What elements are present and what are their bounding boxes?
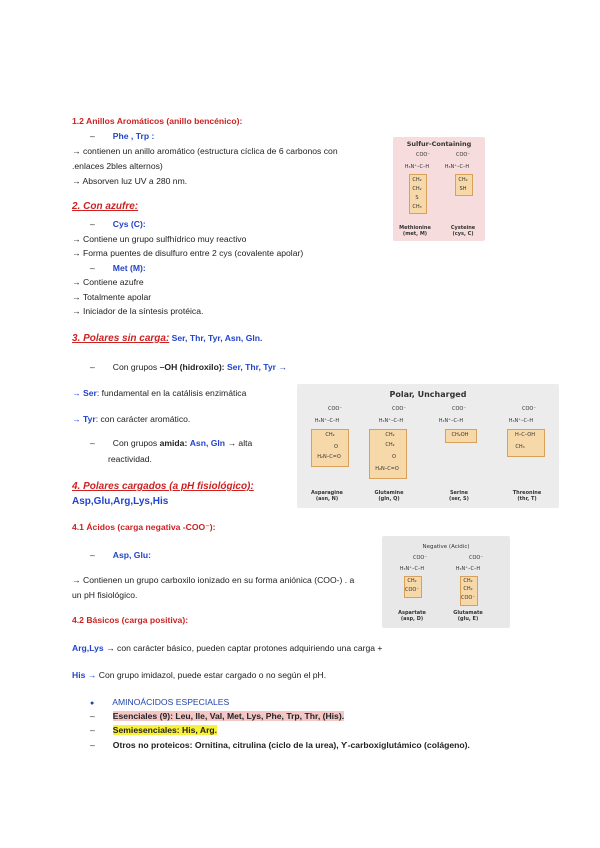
special-title: AMINOÁCIDOS ESPECIALES (112, 697, 230, 707)
asn-backbone: H₃N⁺–C–H (314, 418, 340, 424)
asp-backbone: H₃N⁺–C–H (399, 566, 425, 572)
arg-lys-line (72, 643, 382, 653)
aromatic-line-1: → contienen un anillo aromático (estructura cíclica de 6 carbonos con (72, 146, 338, 156)
semiesenciales-text: Semiesenciales: His, Arg. (112, 725, 218, 735)
glu-ch2-b: CH₂ (463, 586, 473, 592)
acid-line-2: un pH fisiológico. (72, 590, 138, 600)
met-ch2-b: CH₂ (412, 186, 422, 192)
asp-abbr: (asp, D) (400, 616, 424, 622)
section-3-title (72, 333, 262, 344)
list-item-semiesenciales: – Semiesenciales: His, Arg. (90, 725, 218, 735)
cys-line-2: → Forma puentes de disulfuro entre 2 cys (covalente apolar) (72, 248, 304, 258)
met-backbone: H₃N⁺–C–H (404, 164, 430, 170)
list-item-otros: – Otros no proteicos: Ornitina, citrulina (ciclo de la urea), Ƴ-carboxiglutámico (colágeno). (90, 740, 470, 750)
hidroxilo-pre: Con grupos (112, 362, 160, 372)
asn-ch2: CH₂ (325, 432, 335, 438)
asp-glu-label: Asp, Glu: (112, 550, 151, 560)
aromatic-line-3: → Absorven luz UV a 280 nm. (72, 176, 188, 186)
gln-coo: COO⁻ (391, 406, 406, 412)
hidroxilo-bold: –OH (hidroxilo): (159, 362, 225, 372)
section-4-aa: Asp,Glu,Arg,Lys,His (72, 496, 169, 507)
thr-hcoh: H–C–OH (515, 432, 535, 438)
otros-text: Otros no proteicos: Ornitina, citrulina (ciclo de la urea), Ƴ-carboxiglutámico (colágeno). (112, 740, 470, 750)
met-line-3: → Iniciador de la síntesis protéica. (72, 306, 204, 316)
glu-coo: COO⁻ (468, 555, 483, 561)
acidic-figure (382, 536, 510, 628)
met-ch3: CH₃ (412, 204, 422, 210)
cys-ch2: CH₂ (458, 177, 468, 183)
ser-label: → Ser (72, 388, 97, 398)
gln-abbr: (gln, Q) (378, 496, 400, 502)
met-name: Methionine (399, 225, 431, 231)
gln-name: Glutamine (374, 490, 404, 496)
thr-ch3: CH₃ (515, 444, 525, 450)
polar-uncharged-figure (297, 384, 559, 508)
phe-trp-label: Phe , Trp : (112, 131, 155, 141)
hidroxilo-aa: Ser, Thr, Tyr → (226, 362, 287, 372)
his-text: Con grupo imidazol, puede estar cargado o no según el pH. (98, 670, 327, 680)
section-3-aa: Ser, Thr, Tyr, Asn, Gln. (171, 333, 263, 343)
asn-amide: H₂N–C=O (317, 454, 341, 460)
ser-caption (433, 490, 485, 502)
glu-abbr: (glu, E) (457, 616, 479, 622)
ser-ch2oh: CH₂OH (451, 432, 469, 438)
glu-name: Glutamate (453, 610, 483, 616)
list-item-phe-trp: – Phe , Trp : (90, 131, 155, 141)
tyr-line (72, 414, 190, 424)
cys-line-1: → Contiene un grupo sulfhídrico muy reactivo (72, 234, 247, 244)
amida-line-2: reactividad. (108, 454, 152, 464)
ser-line (72, 388, 246, 398)
esenciales-text: Esenciales (9): Leu, Ile, Val, Met, Lys, Phe, Trp, Thr, (His). (112, 711, 345, 721)
ser-abbr: (ser, S) (449, 496, 469, 502)
met-line-1: → Contiene azufre (72, 277, 144, 287)
asp-name: Aspartate (398, 610, 426, 616)
section-4-title: 4. Polares cargados (a pH fisiológico): (72, 481, 254, 492)
glu-coo-side: COO⁻ (460, 595, 475, 601)
list-item-asp-glu: – Asp, Glu: (90, 550, 151, 560)
asp-caption (390, 610, 434, 622)
section-1-2-title: 1.2 Anillos Aromáticos (anillo bencénico): (72, 116, 243, 126)
cys-coo: COO⁻ (455, 152, 470, 158)
thr-coo: COO⁻ (521, 406, 536, 412)
list-item-amida: – Con grupos amida: Asn, Gln → alta (90, 438, 253, 448)
list-item-hidroxilo: – Con grupos –OH (hidroxilo): Ser, Thr, Tyr → (90, 362, 287, 372)
list-item-met: – Met (M): (90, 263, 146, 273)
section-4-2-title: 4.2 Básicos (carga positiva): (72, 615, 189, 625)
cys-label: Cys (C): (112, 219, 146, 229)
thr-abbr: (thr, T) (517, 496, 537, 502)
asp-coo-side: COO⁻ (404, 587, 419, 593)
sulfur-figure-title: Sulfur-Containing (406, 140, 472, 148)
gln-amide: H₂N–C=O (375, 466, 399, 472)
cys-backbone: H₃N⁺–C–H (444, 164, 470, 170)
cys-sh: SH (459, 186, 467, 192)
asn-abbr: (asn, N) (315, 496, 339, 502)
gln-ch2-b: CH₂ (385, 442, 395, 448)
asp-coo: COO⁻ (412, 555, 427, 561)
acidic-figure-title: Negative (Acidic) (422, 544, 470, 550)
ser-backbone: H₃N⁺–C–H (438, 418, 464, 424)
tyr-text: : con carácter aromático. (95, 414, 191, 424)
met-ch2-a: CH₂ (412, 177, 422, 183)
section-3-title-text: 3. Polares sin carga: (72, 333, 170, 344)
cys-name: Cysteine (450, 225, 476, 231)
asn-name: Asparagine (311, 490, 343, 496)
thr-backbone: H₃N⁺–C–H (508, 418, 534, 424)
arg-lys-text: → con carácter básico, pueden captar protones adquiriendo una carga + (106, 643, 383, 653)
cys-abbr: (cys, C) (452, 231, 474, 237)
amida-pre: Con grupos (112, 438, 160, 448)
sulfur-figure (393, 137, 485, 241)
bullet-icon: ● (90, 700, 95, 707)
polar-figure-title: Polar, Uncharged (389, 390, 467, 399)
asp-ch2: CH₂ (407, 578, 417, 584)
met-abbr: (met, M) (402, 231, 428, 237)
met-caption (395, 225, 435, 237)
asn-coo: COO⁻ (327, 406, 342, 412)
glu-backbone: H₃N⁺–C–H (455, 566, 481, 572)
gln-o: O (392, 454, 396, 460)
cys-caption (443, 225, 483, 237)
amida-aa: Asn, Gln (189, 438, 226, 448)
glu-caption (446, 610, 490, 622)
arg-lys-label: Arg,Lys (72, 643, 104, 653)
his-line (72, 670, 326, 680)
gln-backbone: H₃N⁺–C–H (378, 418, 404, 424)
asn-o: O (334, 444, 338, 450)
ser-coo: COO⁻ (451, 406, 466, 412)
glu-ch2-a: CH₂ (463, 578, 473, 584)
thr-name: Threonine (512, 490, 542, 496)
met-line-2: → Totalmente apolar (72, 292, 152, 302)
tyr-label: → Tyr (72, 414, 96, 424)
ser-text: : fundamental en la catálisis enzimática (96, 388, 247, 398)
gln-caption (363, 490, 415, 502)
asn-caption (301, 490, 353, 502)
his-label: His → (72, 670, 97, 680)
met-coo: COO⁻ (415, 152, 430, 158)
section-2-title: 2. Con azufre: (72, 201, 139, 212)
acid-line-1: → Contienen un grupo carboxilo ionizado en su forma aniónica (COO-) . a (72, 575, 355, 585)
aromatic-line-2: .enlaces 2bles alternos) (72, 161, 163, 171)
section-4-1-title: 4.1 Ácidos (carga negativa -COO⁻): (72, 522, 216, 532)
list-item-cys: – Cys (C): (90, 219, 146, 229)
gln-ch2-a: CH₂ (385, 432, 395, 438)
list-item-esenciales: – Esenciales (9): Leu, Ile, Val, Met, Lys, Phe, Trp, Thr, (His). (90, 711, 345, 721)
amida-bold: amida: (159, 438, 188, 448)
met-s: S (415, 195, 419, 201)
met-label: Met (M): (112, 263, 146, 273)
special-heading (90, 697, 229, 707)
ser-name: Serine (449, 490, 469, 496)
amida-post: → alta (227, 438, 253, 448)
thr-caption (501, 490, 553, 502)
